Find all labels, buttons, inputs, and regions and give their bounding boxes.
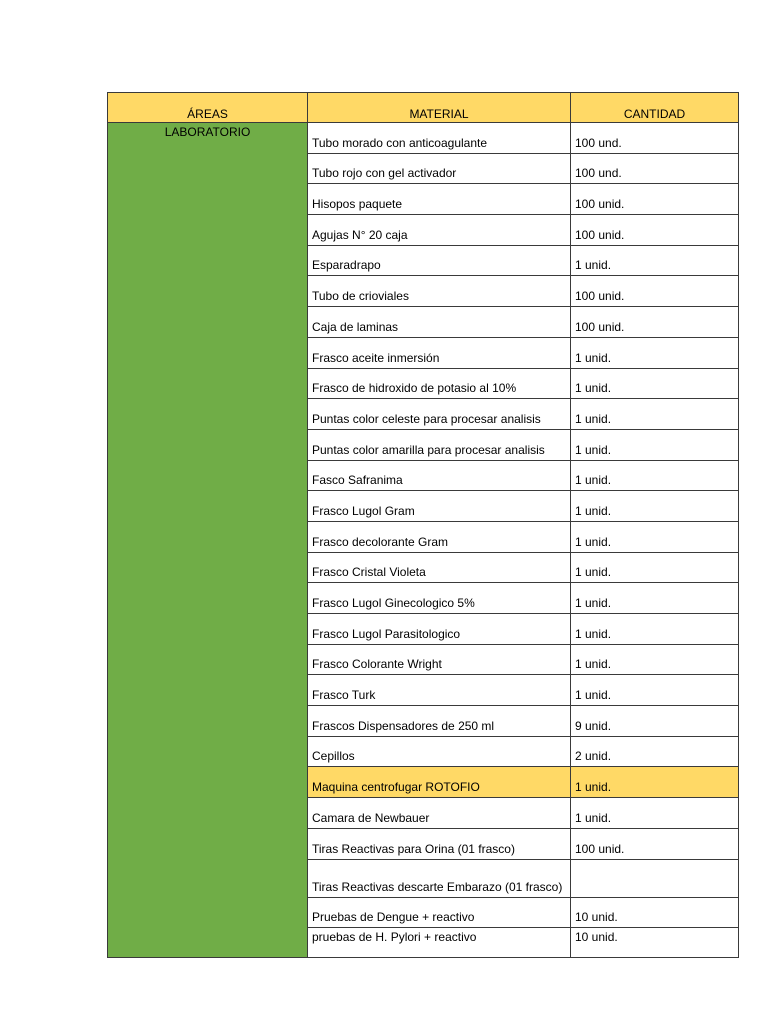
quantity-cell <box>571 859 739 897</box>
quantity-cell: 1 unid. <box>571 521 739 552</box>
quantity-cell: 1 unid. <box>571 798 739 829</box>
material-cell: Frascos Dispensadores de 250 ml <box>308 706 571 737</box>
material-cell: Tubo de crioviales <box>308 276 571 307</box>
quantity-cell: 1 unid. <box>571 675 739 706</box>
material-cell: Esparadrapo <box>308 245 571 276</box>
quantity-cell: 1 unid. <box>571 460 739 491</box>
material-cell: Frasco Lugol Gram <box>308 491 571 522</box>
area-cell: LABORATORIO <box>108 123 308 958</box>
quantity-cell: 1 unid. <box>571 491 739 522</box>
material-cell: Maquina centrofugar ROTOFIO <box>308 767 571 798</box>
quantity-cell: 1 unid. <box>571 368 739 399</box>
quantity-cell: 100 unid. <box>571 215 739 246</box>
header-quantity: CANTIDAD <box>571 93 739 123</box>
quantity-cell: 1 unid. <box>571 644 739 675</box>
quantity-cell: 1 unid. <box>571 614 739 645</box>
quantity-cell: 1 unid. <box>571 767 739 798</box>
material-cell: Puntas color celeste para procesar analisis <box>308 399 571 430</box>
material-cell: Fasco Safranima <box>308 460 571 491</box>
table-row <box>108 123 739 154</box>
material-cell: Frasco Lugol Ginecologico 5% <box>308 583 571 614</box>
material-cell: Cepillos <box>308 736 571 767</box>
material-cell: Frasco de hidroxido de potasio al 10% <box>308 368 571 399</box>
material-cell: Pruebas de Dengue + reactivo <box>308 897 571 928</box>
material-cell: Tiras Reactivas para Orina (01 frasco) <box>308 828 571 859</box>
material-cell: Puntas color amarilla para procesar analisis <box>308 429 571 460</box>
quantity-cell: 1 unid. <box>571 583 739 614</box>
material-cell: Agujas N° 20 caja <box>308 215 571 246</box>
material-cell: Frasco Cristal Violeta <box>308 552 571 583</box>
material-cell: Caja de laminas <box>308 307 571 338</box>
quantity-cell: 1 unid. <box>571 399 739 430</box>
quantity-cell: 1 unid. <box>571 245 739 276</box>
quantity-cell: 100 und. <box>571 153 739 184</box>
table-body <box>108 123 739 958</box>
header-area: ÁREAS <box>108 93 308 123</box>
material-cell: Tiras Reactivas descarte Embarazo (01 frasco) <box>308 859 571 897</box>
quantity-cell: 100 unid. <box>571 184 739 215</box>
material-cell: Frasco Lugol Parasitologico <box>308 614 571 645</box>
material-cell: Frasco Turk <box>308 675 571 706</box>
quantity-cell: 10 unid. <box>571 928 739 958</box>
header-row <box>108 93 739 123</box>
quantity-cell: 100 unid. <box>571 276 739 307</box>
material-cell: Tubo rojo con gel activador <box>308 153 571 184</box>
material-cell: Tubo morado con anticoagulante <box>308 123 571 154</box>
quantity-cell: 1 unid. <box>571 337 739 368</box>
quantity-cell: 10 unid. <box>571 897 739 928</box>
materials-table <box>107 92 739 958</box>
quantity-cell: 100 unid. <box>571 828 739 859</box>
material-cell: pruebas de H. Pylori + reactivo <box>308 928 571 958</box>
material-cell: Camara de Newbauer <box>308 798 571 829</box>
quantity-cell: 9 unid. <box>571 706 739 737</box>
quantity-cell: 100 und. <box>571 123 739 154</box>
quantity-cell: 100 unid. <box>571 307 739 338</box>
header-material: MATERIAL <box>308 93 571 123</box>
quantity-cell: 1 unid. <box>571 552 739 583</box>
quantity-cell: 2 unid. <box>571 736 739 767</box>
material-cell: Frasco aceite inmersión <box>308 337 571 368</box>
quantity-cell: 1 unid. <box>571 429 739 460</box>
material-cell: Frasco Colorante Wright <box>308 644 571 675</box>
material-cell: Hisopos paquete <box>308 184 571 215</box>
material-cell: Frasco decolorante Gram <box>308 521 571 552</box>
